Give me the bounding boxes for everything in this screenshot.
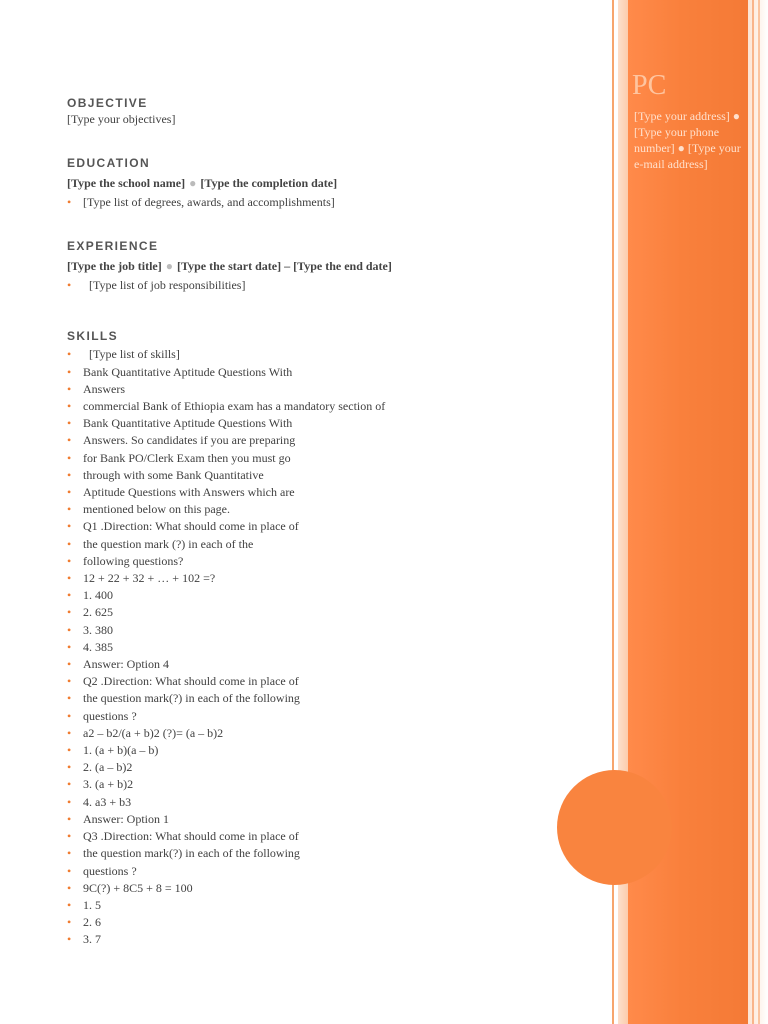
list-item: • 1. 5 xyxy=(67,897,587,914)
list-item: • following questions? xyxy=(67,553,587,570)
skills-list xyxy=(67,346,587,948)
resume-body xyxy=(67,96,587,949)
list-item: • Q2 .Direction: What should come in place of xyxy=(67,673,587,690)
list-item: • questions ? xyxy=(67,863,587,880)
list-item: • 3. 7 xyxy=(67,931,587,948)
objective-text: [Type your objectives] xyxy=(67,112,176,126)
separator-dot: ● xyxy=(165,259,174,274)
education-section xyxy=(67,156,587,211)
list-item: • Answers xyxy=(67,381,587,398)
list-item: • 2. 6 xyxy=(67,914,587,931)
address: [Type your address] xyxy=(634,109,730,123)
list-item: • Q3 .Direction: What should come in place of xyxy=(67,828,587,845)
list-item: • 1. (a + b)(a – b) xyxy=(67,742,587,759)
contact-block xyxy=(634,108,746,172)
list-item: • Q1 .Direction: What should come in place of xyxy=(67,518,587,535)
decor-line-right-2 xyxy=(758,0,760,1024)
list-item: • 9C(?) + 8C5 + 8 = 100 xyxy=(67,880,587,897)
job-title: [Type the job title] xyxy=(67,259,162,274)
list-item: • the question mark(?) in each of the following xyxy=(67,690,587,707)
initials: PC xyxy=(632,70,667,101)
list-item: • Bank Quantitative Aptitude Questions With xyxy=(67,364,587,381)
phone: [Type your phone number] xyxy=(634,125,720,155)
list-item: • a2 – b2/(a + b)2 (?)= (a – b)2 xyxy=(67,725,587,742)
objective-section xyxy=(67,96,587,127)
list-item: • 4. a3 + b3 xyxy=(67,794,587,811)
list-item: • 4. 385 xyxy=(67,639,587,656)
separator-dot: ● xyxy=(189,176,197,190)
list-item: • 1. 400 xyxy=(67,587,587,604)
list-item: • 3. (a + b)2 xyxy=(67,776,587,793)
separator-dot: ● xyxy=(732,109,741,123)
list-item: • 3. 380 xyxy=(67,622,587,639)
list-item: • questions ? xyxy=(67,708,587,725)
section-title: EXPERIENCE xyxy=(67,239,159,254)
section-title: EDUCATION xyxy=(67,156,151,170)
list-item: • [Type list of job responsibilities] xyxy=(67,277,587,294)
list-item: • [Type list of degrees, awards, and accomplishments] xyxy=(67,194,587,211)
list-item: • Bank Quantitative Aptitude Questions With xyxy=(67,415,587,432)
separator-dot: ● xyxy=(677,141,685,155)
list-item: • the question mark(?) in each of the following xyxy=(67,845,587,862)
list-item: • through with some Bank Quantitative xyxy=(67,467,587,484)
list-item: • Aptitude Questions with Answers which are xyxy=(67,484,587,501)
list-item: • 12 + 22 + 32 + … + 102 =? xyxy=(67,570,587,587)
list-item: • 2. 625 xyxy=(67,604,587,621)
decor-line-right xyxy=(752,0,754,1024)
list-item: • commercial Bank of Ethiopia exam has a mandatory section of xyxy=(67,398,587,415)
skills-section xyxy=(67,329,587,948)
list-item: • Answer: Option 4 xyxy=(67,656,587,673)
list-item: • 2. (a – b)2 xyxy=(67,759,587,776)
school-name: [Type the school name] xyxy=(67,176,186,190)
section-title: SKILLS xyxy=(67,329,119,344)
list-item: • Answers. So candidates if you are preparing xyxy=(67,432,587,449)
list-item: • mentioned below on this page. xyxy=(67,501,587,518)
list-item: • for Bank PO/Clerk Exam then you must go xyxy=(67,450,587,467)
completion-date: [Type the completion date] xyxy=(200,176,338,190)
list-item: • Answer: Option 1 xyxy=(67,811,587,828)
experience-section xyxy=(67,239,587,294)
list-item: • the question mark (?) in each of the xyxy=(67,536,587,553)
education-headline xyxy=(67,176,587,191)
list-item: • [Type list of skills] xyxy=(67,346,587,363)
experience-list xyxy=(67,277,587,294)
section-title: OBJECTIVE xyxy=(67,96,148,110)
job-dates: [Type the start date] – [Type the end date] xyxy=(177,259,392,274)
experience-headline xyxy=(67,259,587,274)
education-list xyxy=(67,194,587,211)
email: [Type your e-mail address] xyxy=(634,141,741,171)
